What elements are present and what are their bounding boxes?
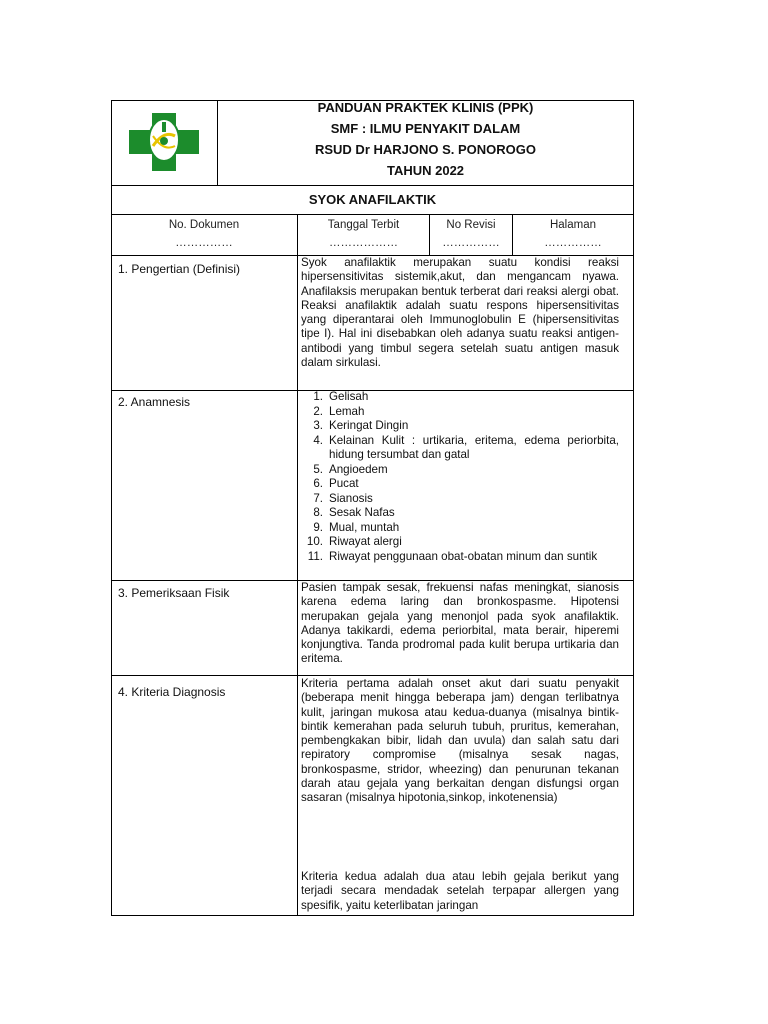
meta-no-dokumen: [111, 218, 297, 250]
section-line-3: [111, 675, 634, 676]
body-col-divider: [297, 255, 298, 916]
section-text-kriteria-diagnosis-2: Kriteria kedua adalah dua atau lebih gejala berikut yang terjadi secara mendadak setelah terpapar allergen yang spesifik, yaitu keterlibatan jaringan: [301, 870, 619, 912]
list-item: 4. Kelainan Kulit : urtikaria, eritema, edema periorbita, hidung tersumbat dan gatal: [313, 433, 619, 461]
meta-value-tanggal-terbit: ………………: [329, 237, 398, 249]
header-line-4: TAHUN 2022: [386, 163, 465, 178]
meta-header-tanggal-terbit: Tanggal Terbit: [327, 219, 400, 231]
row-line-2: [111, 214, 634, 215]
meta-tanggal-terbit: [298, 218, 429, 250]
border-right: [633, 100, 634, 916]
meta-value-no-revisi: ……………: [442, 237, 500, 249]
anamnesis-list: [301, 390, 619, 564]
list-item: 7. Sianosis: [313, 491, 373, 505]
row-line-1: [111, 185, 634, 186]
meta-no-revisi: [430, 218, 512, 250]
header-line-2: SMF : ILMU PENYAKIT DALAM: [330, 121, 521, 136]
border-bottom: [111, 915, 634, 916]
section-label-pengertian: 1. Pengertian (Definisi): [118, 262, 241, 276]
meta-header-no-dokumen: No. Dokumen: [168, 219, 240, 231]
list-item: 9. Mual, muntah: [313, 520, 400, 534]
meta-value-halaman: ……………: [544, 237, 602, 249]
list-item: 11. Riwayat penggunaan obat-obatan minum dan suntik: [307, 549, 598, 563]
header-line-1: PANDUAN PRAKTEK KLINIS (PPK): [317, 100, 534, 115]
list-item: 5. Angioedem: [313, 462, 388, 476]
list-item: 10. Riwayat alergi: [306, 535, 402, 548]
section-text-kriteria-diagnosis-1: Kriteria pertama adalah onset akut dari suatu penyakit (beberapa menit hingga beberapa jam) dengan terlibatnya kulit, jaringan mukosa atau kedua-duanya (misalnya bintik-bintik kemerahan pada seluruh tubuh, pruritus, kemerahan, pembengkakan bibir, lidah dan uvula) dan salah satu dari repiratory compromise (misalnya sesak nagas, bronkospasme, stridor, wheezing) dan penurunan tekanan darah atau gejala yang berkaitan dengan disfungsi organ sasaran (misalnya hipotonia,sinkop, inkotenensia): [301, 677, 619, 805]
list-item: 1. Gelisah: [313, 390, 369, 403]
meta-halaman: [513, 218, 633, 250]
header-line-3: RSUD Dr HARJONO S. PONOROGO: [314, 142, 537, 157]
section-label-anamnesis: 2. Anamnesis: [118, 395, 191, 409]
hospital-logo-icon: [128, 112, 200, 172]
section-text-pengertian: Syok anafilaktik merupakan suatu kondisi reaksi hipersensitivitas sistemik,akut, dan mengancam nyawa. Anafilaksis merupakan bentuk terberat dari reaksi alergi obat. Reaksi anafilaktik adalah suatu respons hipersensitivitas yang diperantarai oleh Immunoglobulin E (hipersensitivitas tipe I). Hal ini disebabkan oleh adanya suatu reaksi antigen-antibodi yang timbul segera setelah suatu antigen masuk dalam sirkulasi.: [301, 256, 619, 370]
list-item: 3. Keringat Dingin: [313, 419, 409, 432]
section-text-pemeriksaan-fisik: Pasien tampak sesak, frekuensi nafas meningkat, sianosis karena edema laring dan bronkospasme. Hipotensi merupakan gejala yang menonjol pada syok anafilaktik. Adanya takikardi, edema periorbital, mata berair, hiperemi konjungtiva. Tanda prodromal pada kulit berupa urtikaria dan eritema.: [301, 581, 619, 666]
list-item: 8. Sesak Nafas: [313, 506, 395, 519]
anamnesis-ordered-list: [301, 390, 619, 564]
meta-header-no-revisi: No Revisi: [446, 219, 496, 231]
document-title: SYOK ANAFILAKTIK: [308, 192, 437, 207]
list-item: 2. Lemah: [313, 404, 365, 418]
section-label-kriteria-diagnosis: 4. Kriteria Diagnosis: [118, 685, 226, 699]
list-item: 6. Pucat: [313, 477, 359, 490]
section-label-pemeriksaan-fisik: 3. Pemeriksaan Fisik: [118, 586, 230, 600]
header-title-block: [218, 97, 633, 181]
hospital-logo: [128, 112, 200, 172]
meta-header-halaman: Halaman: [549, 219, 597, 231]
meta-value-no-dokumen: ……………: [175, 237, 233, 249]
